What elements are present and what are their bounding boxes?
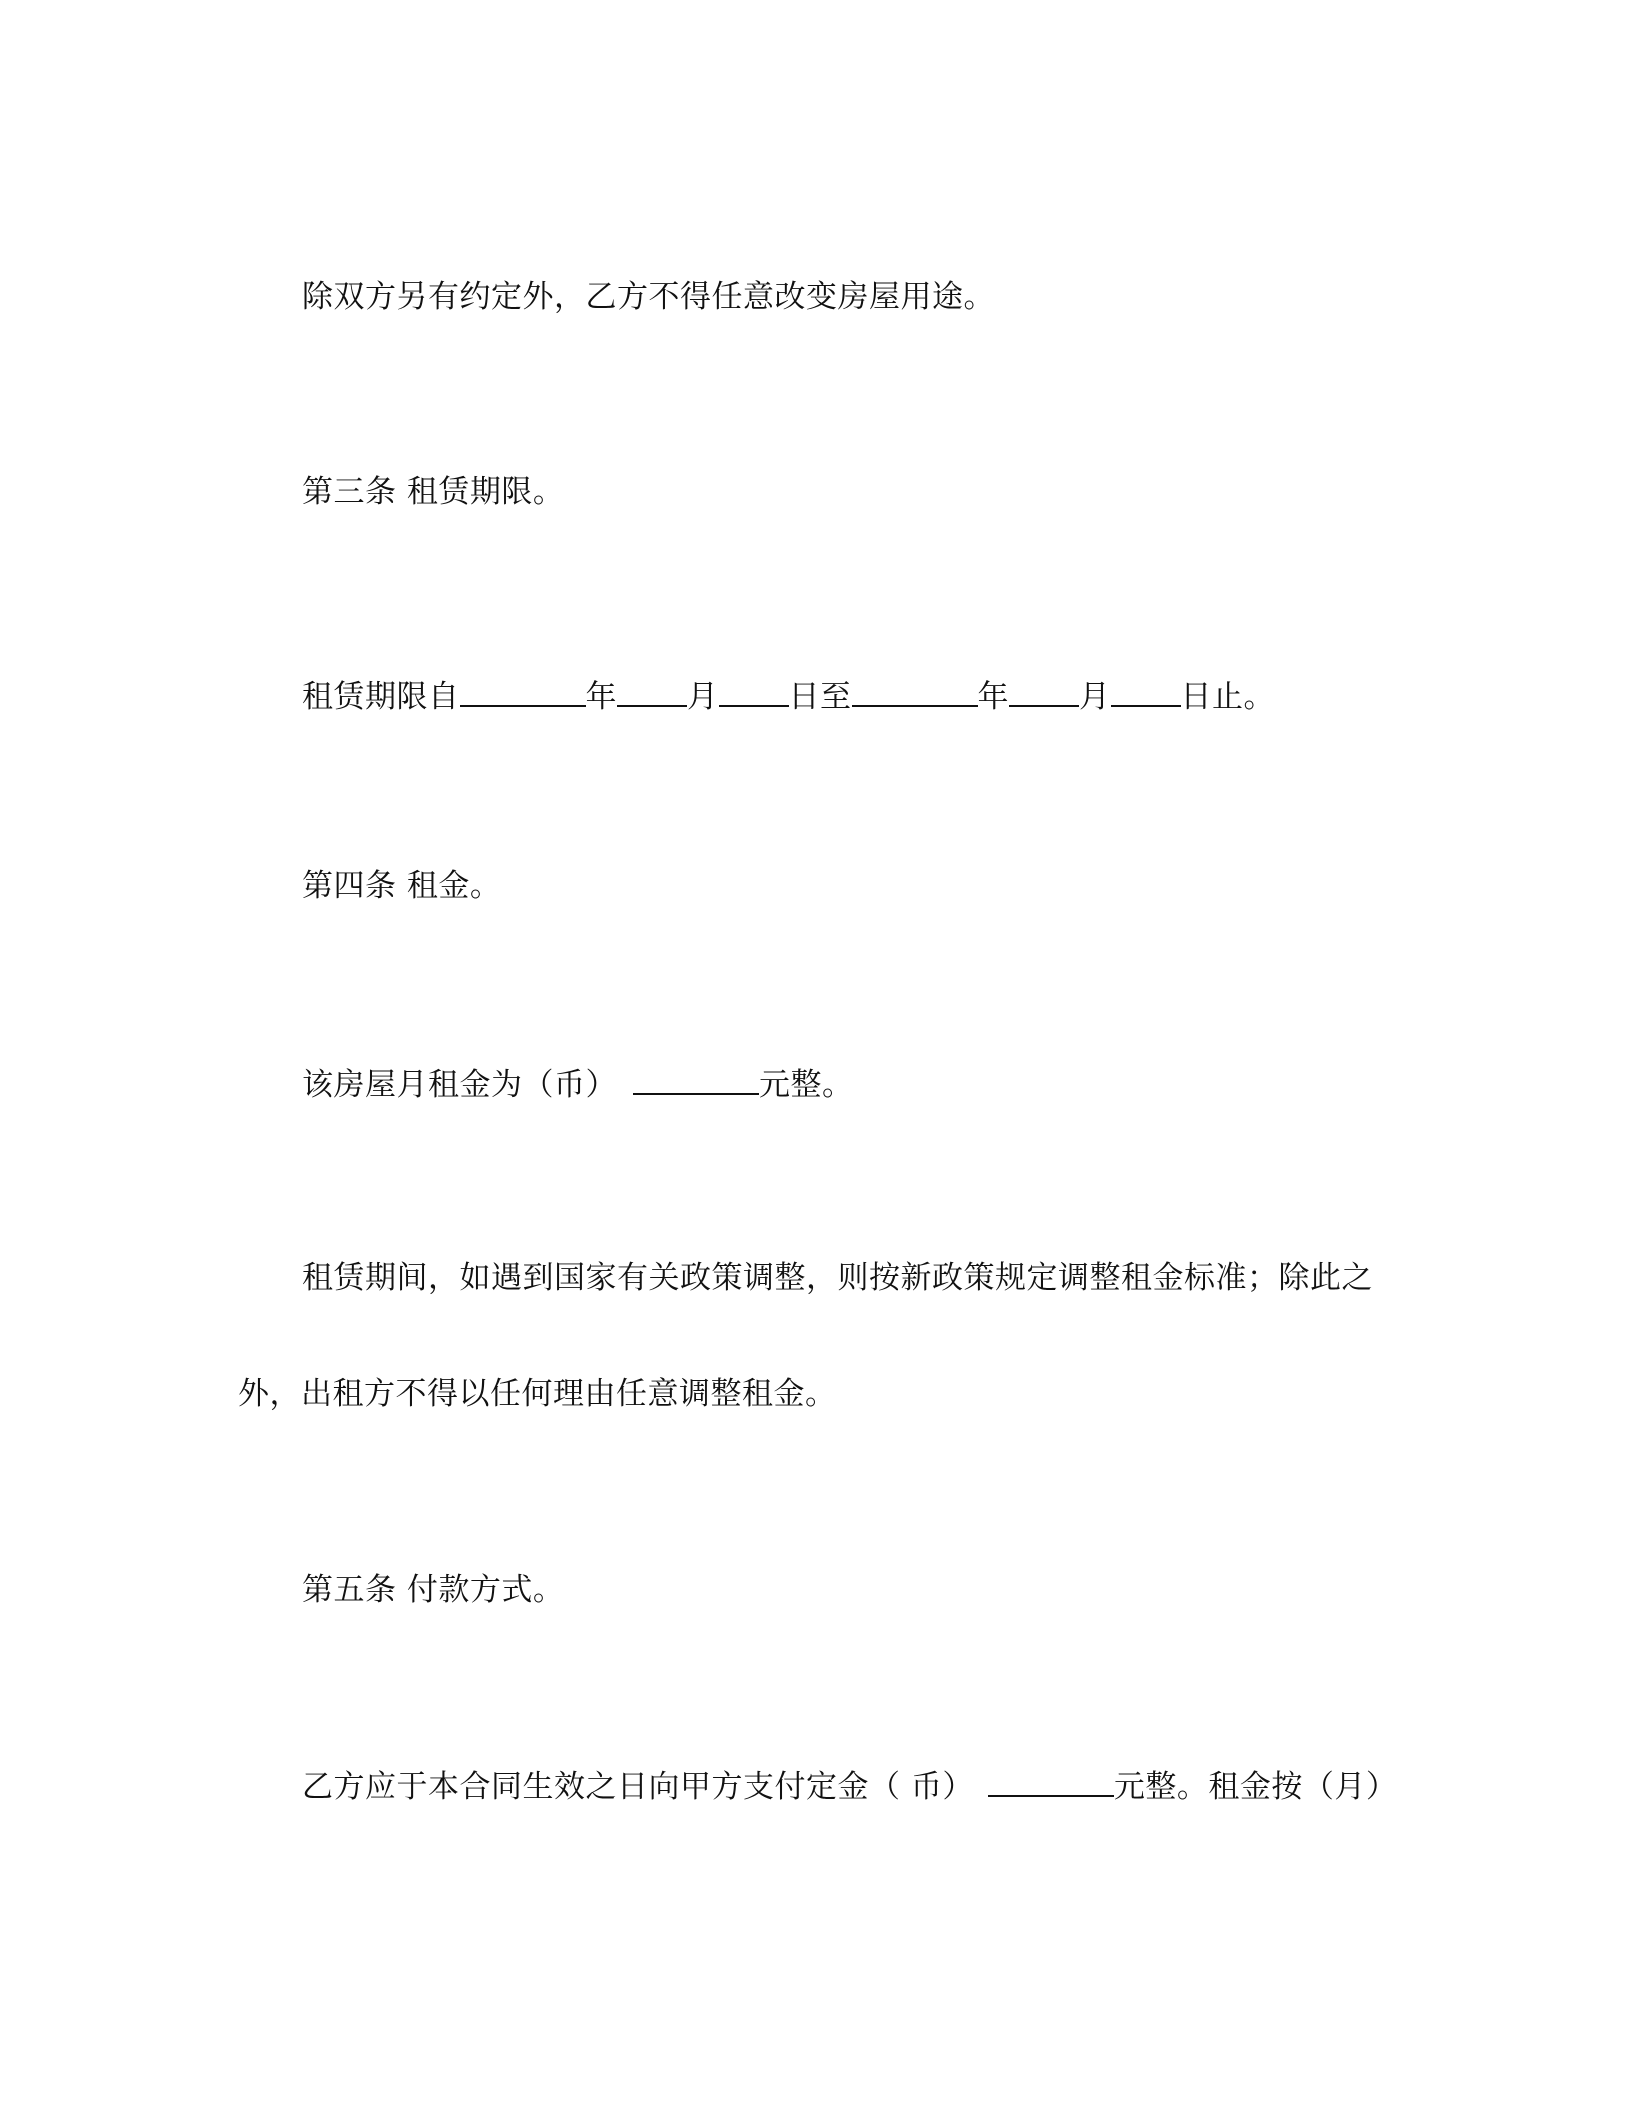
start-year-blank: [460, 675, 586, 707]
end-year-blank: [852, 675, 978, 707]
lease-term-text-from: 租赁期限自: [302, 679, 460, 715]
month-label: 月: [687, 679, 719, 715]
yuan-label: 元整。: [759, 1067, 854, 1103]
end-day-blank: [1111, 675, 1181, 707]
monthly-rent-line: [302, 1063, 854, 1105]
article-3-heading: 第三条 租赁期限。: [302, 474, 565, 510]
day-to-label: 日至: [788, 679, 852, 715]
lease-term-line: [302, 675, 1275, 717]
year-label-2: 年: [977, 679, 1009, 715]
year-label: 年: [585, 679, 617, 715]
rent-adjustment-paragraph-line1: 租赁期间，如遇到国家有关政策调整，则按新政策规定调整租金标准；除此之: [302, 1260, 1373, 1296]
rent-adjustment-paragraph-line2: 外，出租方不得以任何理由任意调整租金。: [238, 1376, 837, 1412]
deposit-yuan-label: 元整。租金按（月）: [1113, 1769, 1398, 1805]
deposit-amount-blank: [988, 1765, 1114, 1797]
deposit-payment-line: [302, 1765, 1397, 1807]
end-month-blank: [1009, 675, 1079, 707]
start-day-blank: [719, 675, 789, 707]
start-month-blank: [617, 675, 687, 707]
day-end-label: 日止。: [1180, 679, 1275, 715]
paragraph-usage-restriction: 除双方另有约定外，乙方不得任意改变房屋用途。: [302, 279, 995, 315]
rent-amount-blank: [633, 1063, 759, 1095]
article-5-heading: 第五条 付款方式。: [302, 1572, 565, 1608]
article-4-heading: 第四条 租金。: [302, 868, 502, 904]
month-label-2: 月: [1079, 679, 1111, 715]
deposit-text: 乙方应于本合同生效之日向甲方支付定金（ 币）: [302, 1769, 974, 1805]
monthly-rent-text: 该房屋月租金为（币）: [302, 1067, 617, 1103]
